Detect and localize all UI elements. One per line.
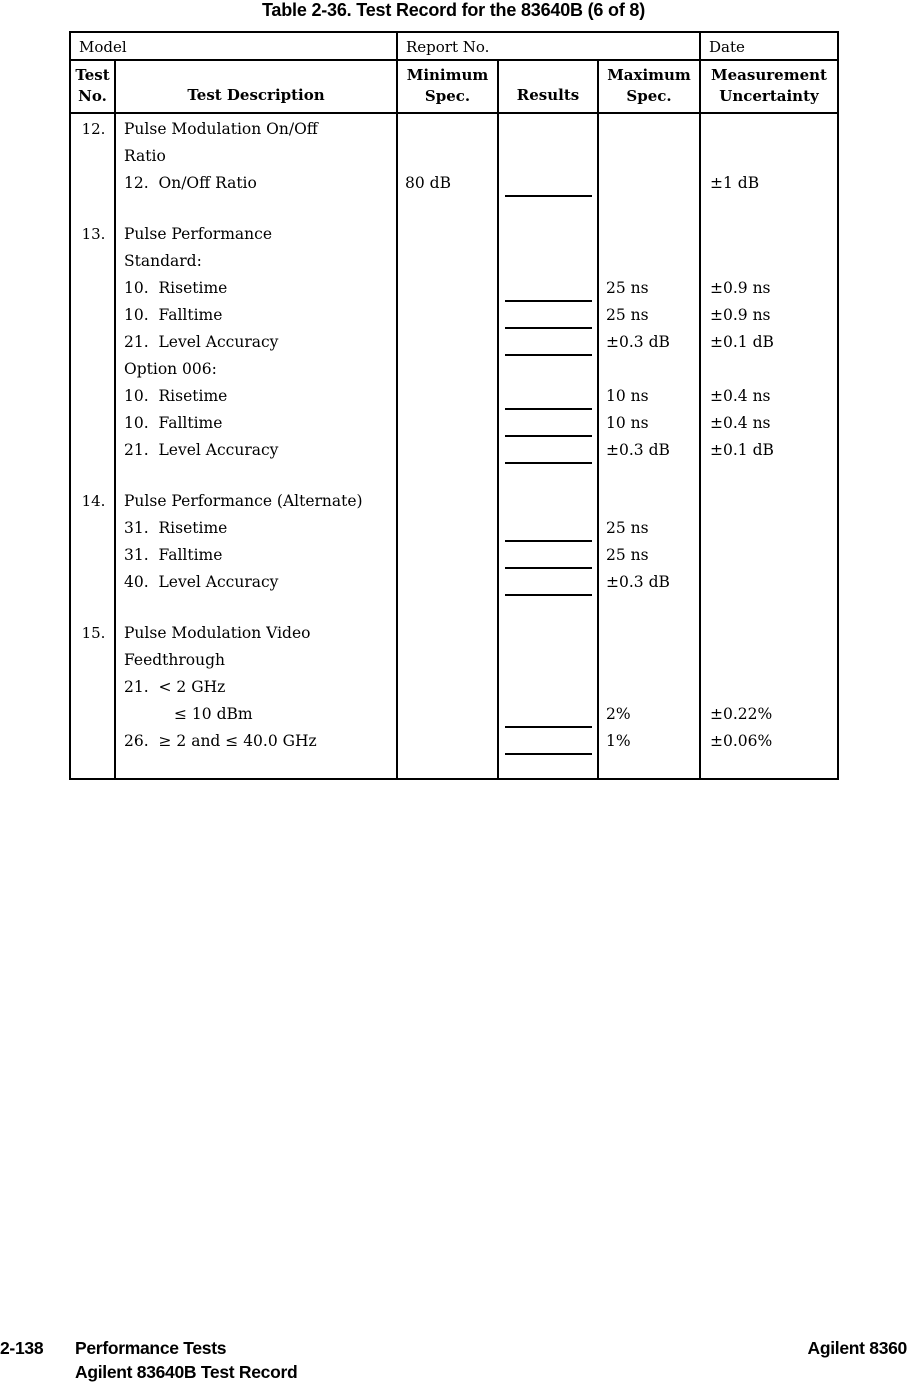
header-uncertainty — [701, 61, 837, 112]
row-min-spec — [398, 674, 499, 701]
table-row — [71, 302, 837, 329]
row-uncertainty — [701, 221, 837, 248]
row-test-no — [71, 515, 116, 542]
row-uncertainty — [701, 647, 837, 674]
row-results — [499, 221, 599, 248]
row-description: Feedthrough — [124, 651, 226, 669]
row-min-spec — [398, 569, 499, 596]
row-results — [499, 170, 599, 197]
row-uncertainty: ±0.9 ns — [710, 279, 771, 297]
row-max-spec — [599, 197, 701, 221]
row-description: 10. Risetime — [124, 387, 228, 405]
row-max-spec: ±0.3 dB — [606, 573, 670, 591]
row-description — [116, 197, 398, 221]
row-max-spec: ±0.3 dB — [606, 333, 670, 351]
row-results — [499, 329, 599, 356]
row-description: 10. Falltime — [124, 414, 223, 432]
results-blank-line — [505, 441, 592, 464]
row-description: Pulse Performance (Alternate) — [124, 492, 363, 510]
row-test-no — [71, 329, 116, 356]
row-max-spec: 1% — [606, 732, 631, 750]
row-max-spec — [599, 647, 701, 674]
table-row — [71, 437, 837, 464]
row-results — [499, 302, 599, 329]
header-max-spec — [599, 61, 701, 112]
row-results — [499, 647, 599, 674]
row-uncertainty — [701, 488, 837, 515]
row-description: ≤ 10 dBm — [174, 705, 253, 723]
row-results — [499, 542, 599, 569]
row-uncertainty — [701, 542, 837, 569]
row-test-no — [71, 275, 116, 302]
row-max-spec: 10 ns — [606, 414, 649, 432]
row-uncertainty: ±0.06% — [710, 732, 773, 750]
table-row — [71, 596, 837, 620]
row-test-no — [71, 383, 116, 410]
row-results — [499, 410, 599, 437]
row-description: 26. ≥ 2 and ≤ 40.0 GHz — [124, 732, 317, 750]
table-row — [71, 221, 837, 248]
results-blank-line — [505, 333, 592, 356]
header-min-spec — [398, 61, 499, 112]
header-min-spec-line1: Minimum — [406, 66, 489, 84]
row-max-spec: 2% — [606, 705, 631, 723]
row-max-spec — [599, 248, 701, 275]
row-min-spec — [398, 275, 499, 302]
table-row — [71, 170, 837, 197]
table-row — [71, 356, 837, 383]
row-uncertainty — [701, 620, 837, 647]
row-min-spec — [398, 437, 499, 464]
row-results — [499, 437, 599, 464]
row-max-spec: 10 ns — [606, 387, 649, 405]
row-max-spec — [599, 221, 701, 248]
table-row — [71, 248, 837, 275]
header-uncertainty-line1: Measurement — [711, 66, 827, 84]
row-min-spec — [398, 542, 499, 569]
row-max-spec — [599, 170, 701, 197]
row-results — [499, 143, 599, 170]
row-results — [499, 488, 599, 515]
row-uncertainty: ±1 dB — [710, 174, 760, 192]
row-min-spec — [398, 410, 499, 437]
results-blank-line — [505, 519, 592, 542]
table-row — [71, 275, 837, 302]
row-uncertainty: ±0.22% — [710, 705, 773, 723]
header-max-spec-line1: Maximum — [607, 66, 691, 84]
table-row — [71, 728, 837, 755]
page-footer — [0, 1336, 907, 1387]
table-row — [71, 143, 837, 170]
row-min-spec — [398, 197, 499, 221]
header-test-no-line2: No. — [78, 86, 107, 105]
row-description: 31. Risetime — [124, 519, 228, 537]
row-max-spec — [599, 143, 701, 170]
column-divider — [597, 114, 599, 778]
table-row — [71, 569, 837, 596]
row-uncertainty: ±0.4 ns — [710, 387, 771, 405]
row-test-no: 12. — [81, 120, 106, 138]
row-min-spec — [398, 356, 499, 383]
table-row — [71, 383, 837, 410]
row-description: Standard: — [124, 252, 202, 270]
row-max-spec — [599, 464, 701, 488]
row-min-spec — [398, 302, 499, 329]
row-test-no — [71, 596, 116, 620]
row-uncertainty — [701, 515, 837, 542]
model-label: Model — [71, 33, 398, 59]
row-results — [499, 515, 599, 542]
table-row — [71, 464, 837, 488]
row-max-spec: 25 ns — [606, 279, 649, 297]
row-uncertainty — [701, 356, 837, 383]
table-row — [71, 329, 837, 356]
footer-section: Performance Tests — [75, 1338, 227, 1358]
row-results — [499, 356, 599, 383]
row-min-spec — [398, 143, 499, 170]
row-uncertainty — [701, 464, 837, 488]
table-row — [71, 674, 837, 701]
row-description: 10. Falltime — [124, 306, 223, 324]
row-uncertainty — [701, 143, 837, 170]
column-divider — [396, 114, 398, 778]
table-header-row — [71, 61, 837, 114]
row-uncertainty: ±0.9 ns — [710, 306, 771, 324]
row-min-spec — [398, 620, 499, 647]
row-results — [499, 674, 599, 701]
row-max-spec — [599, 488, 701, 515]
row-uncertainty — [701, 674, 837, 701]
row-description: 21. Level Accuracy — [124, 333, 279, 351]
row-test-no — [71, 356, 116, 383]
row-min-spec — [398, 383, 499, 410]
row-test-no — [71, 248, 116, 275]
results-blank-line — [505, 174, 592, 197]
row-uncertainty — [701, 596, 837, 620]
row-max-spec — [599, 116, 701, 143]
row-test-no: 13. — [81, 225, 106, 243]
row-min-spec — [398, 596, 499, 620]
header-min-spec-line2: Spec. — [424, 86, 471, 105]
row-test-no — [71, 701, 116, 728]
row-description: 12. On/Off Ratio — [124, 174, 257, 192]
row-results — [499, 701, 599, 728]
row-results — [499, 275, 599, 302]
row-test-no — [71, 437, 116, 464]
row-uncertainty — [701, 197, 837, 221]
footer-document-title: Agilent 8360 — [807, 1338, 907, 1358]
row-results — [499, 569, 599, 596]
table-row — [71, 488, 837, 515]
footer-page-number: 2-138 — [0, 1338, 44, 1358]
results-blank-line — [505, 387, 592, 410]
row-min-spec — [398, 464, 499, 488]
results-blank-line — [505, 414, 592, 437]
header-results-line2: Results — [516, 86, 580, 104]
row-uncertainty — [701, 569, 837, 596]
row-description: 21. Level Accuracy — [124, 441, 279, 459]
row-min-spec — [398, 329, 499, 356]
row-description: 10. Risetime — [124, 279, 228, 297]
row-min-spec — [398, 728, 499, 755]
row-uncertainty — [701, 116, 837, 143]
row-max-spec — [599, 674, 701, 701]
row-test-no — [71, 197, 116, 221]
row-description: Pulse Performance — [124, 225, 272, 243]
row-max-spec: 25 ns — [606, 306, 649, 324]
row-description: Ratio — [124, 147, 166, 165]
header-results — [499, 61, 599, 112]
results-blank-line — [505, 546, 592, 569]
results-blank-line — [505, 279, 592, 302]
row-min-spec — [398, 248, 499, 275]
row-description: 21. < 2 GHz — [124, 678, 226, 696]
row-description: 40. Level Accuracy — [124, 573, 279, 591]
row-test-no — [71, 410, 116, 437]
row-description — [116, 464, 398, 488]
report-no-label: Report No. — [398, 33, 701, 59]
table-row — [71, 620, 837, 647]
row-test-no — [71, 569, 116, 596]
row-test-no: 14. — [81, 492, 106, 510]
table-row — [71, 542, 837, 569]
row-results — [499, 248, 599, 275]
row-min-spec — [398, 488, 499, 515]
row-description: Pulse Modulation On/Off — [124, 120, 318, 138]
row-max-spec — [599, 620, 701, 647]
row-min-spec — [398, 701, 499, 728]
header-uncertainty-line2: Uncertainty — [719, 86, 819, 105]
row-results — [499, 596, 599, 620]
row-results — [499, 620, 599, 647]
header-results-line1 — [500, 65, 596, 85]
table-row — [71, 410, 837, 437]
row-min-spec — [398, 647, 499, 674]
row-max-spec: 25 ns — [606, 519, 649, 537]
row-uncertainty — [701, 248, 837, 275]
row-min-spec — [398, 116, 499, 143]
row-max-spec — [599, 356, 701, 383]
row-results — [499, 728, 599, 755]
row-max-spec — [599, 596, 701, 620]
row-uncertainty: ±0.1 dB — [710, 333, 774, 351]
header-test-no-line1: Test — [75, 66, 110, 84]
row-description: 31. Falltime — [124, 546, 223, 564]
results-blank-line — [505, 705, 592, 728]
row-test-no — [71, 728, 116, 755]
test-record-table — [69, 31, 839, 780]
table-row — [71, 116, 837, 143]
row-min-spec — [398, 221, 499, 248]
row-results — [499, 464, 599, 488]
header-description-line2: Test Description — [187, 86, 325, 104]
table-row — [71, 515, 837, 542]
row-test-no — [71, 674, 116, 701]
row-min-spec — [398, 515, 499, 542]
row-test-no — [71, 170, 116, 197]
table-row — [71, 197, 837, 221]
row-description — [116, 596, 398, 620]
row-test-no — [71, 542, 116, 569]
header-description — [116, 61, 398, 112]
row-results — [499, 116, 599, 143]
header-max-spec-line2: Spec. — [626, 86, 672, 105]
row-results — [499, 197, 599, 221]
date-label: Date — [709, 38, 745, 56]
header-description-line1 — [117, 65, 395, 85]
row-description: Option 006: — [124, 360, 217, 378]
row-description: Pulse Modulation Video — [124, 624, 311, 642]
row-min-spec: 80 dB — [405, 174, 451, 192]
row-uncertainty: ±0.4 ns — [710, 414, 771, 432]
footer-subsection: Agilent 83640B Test Record — [75, 1362, 298, 1382]
table-row — [71, 647, 837, 674]
column-divider — [114, 114, 116, 778]
row-max-spec: 25 ns — [606, 546, 649, 564]
row-results — [499, 383, 599, 410]
header-test-no — [71, 61, 116, 112]
row-test-no — [71, 464, 116, 488]
results-blank-line — [505, 306, 592, 329]
row-test-no — [71, 143, 116, 170]
row-uncertainty: ±0.1 dB — [710, 441, 774, 459]
table-body — [71, 114, 837, 778]
results-blank-line — [505, 573, 592, 596]
column-divider — [497, 114, 499, 778]
row-test-no — [71, 647, 116, 674]
page-title: Table 2-36. Test Record for the 83640B (6 of 8) — [261, 0, 646, 20]
results-blank-line — [505, 732, 592, 755]
row-test-no: 15. — [81, 624, 106, 642]
table-row — [71, 701, 837, 728]
column-divider — [699, 114, 701, 778]
row-max-spec: ±0.3 dB — [606, 441, 670, 459]
row-test-no — [71, 302, 116, 329]
table-meta-row — [71, 33, 837, 61]
